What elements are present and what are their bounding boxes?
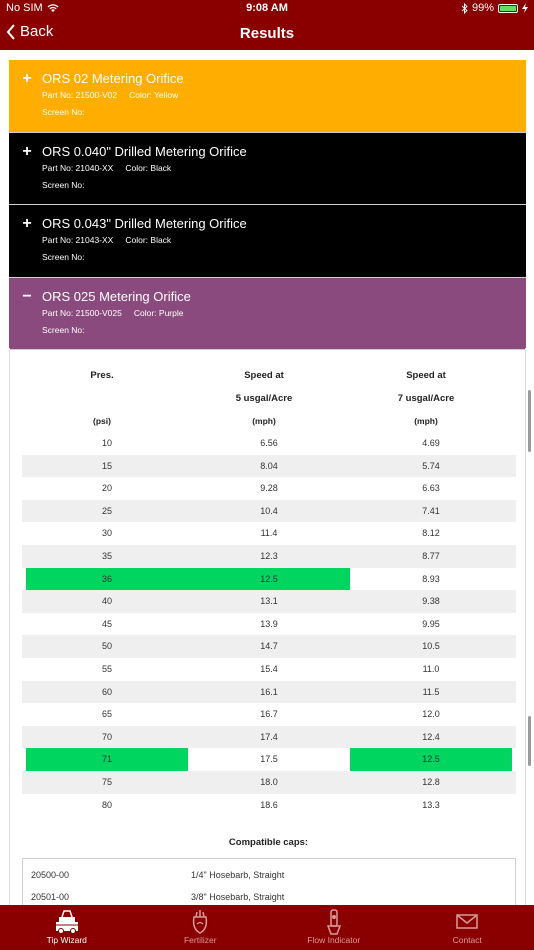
cell-pressure: 50 <box>101 641 112 652</box>
cell-speed-7: 10.5 <box>422 641 440 652</box>
orifice-screen-no: Screen No: <box>42 252 85 262</box>
cell-speed-7: 4.69 <box>422 438 440 448</box>
cap-description: 3/8" Hosebarb, Straight <box>191 892 285 902</box>
speed-table <box>22 432 516 816</box>
cell-speed-5: 13.9 <box>260 618 278 629</box>
table-row <box>22 681 516 704</box>
cell-pressure: 10 <box>101 438 112 448</box>
header-pressure: Pres. <box>90 370 114 381</box>
cell-speed-5: 17.5 <box>260 754 278 765</box>
cell-speed-5: 12.5 <box>188 568 350 591</box>
cell-speed-7: 12.8 <box>422 776 440 787</box>
cell-speed-7: 6.63 <box>422 483 440 494</box>
expand-plus-icon: + <box>22 142 32 160</box>
header-rate-5: 5 usgal/Acre <box>235 393 293 404</box>
cell-speed-5: 6.56 <box>260 438 278 448</box>
orifice-color: Color: Purple <box>133 307 184 318</box>
status-right <box>461 2 528 14</box>
cell-speed-5: 10.4 <box>260 505 278 516</box>
cell-pressure: 60 <box>101 686 112 697</box>
compatible-caps-title: Compatible caps: <box>228 837 309 848</box>
cell-speed-7: 12.4 <box>422 731 440 742</box>
cell-speed-5: 17.4 <box>260 731 278 742</box>
tab-fertilizer[interactable] <box>134 905 268 950</box>
cell-speed-7: 7.41 <box>422 505 440 516</box>
table-row <box>22 794 516 817</box>
expand-plus-icon: + <box>22 70 32 87</box>
orifice-name: ORS 025 Metering Orifice <box>42 288 191 304</box>
orifice-screen-no: Screen No: <box>42 179 85 190</box>
cell-speed-5: 16.1 <box>260 686 278 697</box>
scroll-indicator-top <box>528 390 531 452</box>
battery-icon <box>498 4 518 13</box>
page-title: Results <box>239 25 295 42</box>
table-row <box>22 545 516 568</box>
cell-pressure: 15 <box>101 460 112 471</box>
cell-speed-7: 11.5 <box>422 686 440 697</box>
orifice-item-2[interactable] <box>9 205 526 278</box>
table-row <box>22 568 516 591</box>
tab-bar <box>0 905 534 950</box>
orifice-part-no: Part No: 21500-V025 <box>42 307 122 318</box>
orifice-part-no: Part No: 21040-XX <box>42 162 114 173</box>
table-row <box>22 703 516 726</box>
orifice-details <box>9 348 526 905</box>
table-row <box>22 432 516 455</box>
tip-wizard-icon <box>53 909 81 933</box>
table-row <box>22 658 516 681</box>
unit-mph: (mph) <box>414 416 438 426</box>
table-row <box>22 635 516 658</box>
orifice-part-no: Part No: 21500-V02 <box>42 90 118 100</box>
status-bar <box>0 0 534 18</box>
cell-speed-5: 16.7 <box>260 709 278 720</box>
cell-speed-7: 8.12 <box>422 528 440 539</box>
cell-pressure: 70 <box>101 731 112 742</box>
cell-pressure: 65 <box>101 709 112 720</box>
cell-pressure: 55 <box>101 663 112 674</box>
orifice-meta <box>42 163 171 173</box>
cell-speed-7: 11.0 <box>422 663 440 674</box>
bluetooth-icon <box>461 3 468 14</box>
cell-pressure: 25 <box>101 505 112 516</box>
cell-speed-5: 18.6 <box>260 799 278 810</box>
table-row <box>22 726 516 749</box>
nav-bar <box>0 18 534 50</box>
cap-description: 1/4" Hosebarb, Straight <box>191 870 285 880</box>
table-row <box>22 477 516 500</box>
carrier-label: No SIM <box>6 2 43 14</box>
header-speed-7: Speed at <box>406 370 446 381</box>
table-row <box>22 613 516 636</box>
orifice-name: ORS 0.040" Drilled Metering Orifice <box>42 143 247 159</box>
tab-label: Contact <box>452 935 482 945</box>
header-speed-5: Speed at <box>244 370 284 381</box>
cell-speed-5: 14.7 <box>260 641 278 652</box>
orifice-color: Color: Yellow <box>129 90 179 100</box>
tab-label: Fertilizer <box>183 935 217 945</box>
table-row <box>22 522 516 545</box>
cell-speed-5: 13.1 <box>260 596 278 607</box>
table-row <box>22 771 516 794</box>
cell-speed-5: 11.4 <box>260 528 278 539</box>
cell-speed-5: 9.28 <box>260 483 278 494</box>
cell-speed-7: 8.77 <box>422 550 440 561</box>
orifice-color: Color: Black <box>125 162 172 173</box>
expand-plus-icon: + <box>22 215 32 232</box>
tab-tip-wizard[interactable] <box>0 905 134 950</box>
unit-mph: (mph) <box>252 416 276 426</box>
tab-contact[interactable] <box>401 905 534 950</box>
cell-pressure: 45 <box>101 618 112 629</box>
tab-label: Flow Indicator <box>307 935 361 945</box>
header-rate-7: 7 usgal/Acre <box>397 393 455 404</box>
cap-part-no: 20500-00 <box>31 870 70 880</box>
orifice-meta <box>42 308 183 318</box>
back-label: Back <box>20 23 54 40</box>
orifice-item-1[interactable] <box>9 133 526 206</box>
cell-pressure: 20 <box>101 483 112 494</box>
cell-speed-5: 18.0 <box>260 776 278 787</box>
cell-speed-7: 9.38 <box>422 596 440 607</box>
results-content[interactable] <box>0 50 534 905</box>
orifice-item-0[interactable] <box>9 60 526 133</box>
flow-indicator-icon <box>325 909 343 935</box>
cell-speed-5: 12.3 <box>260 550 278 561</box>
cell-speed-5: 8.04 <box>260 460 278 471</box>
orifice-color: Color: Black <box>125 235 172 245</box>
compatible-caps-list <box>22 858 516 905</box>
collapse-minus-icon: − <box>22 287 32 305</box>
cell-pressure: 36 <box>26 568 188 591</box>
orifice-meta <box>42 90 178 100</box>
orifice-item-3[interactable] <box>9 278 526 351</box>
cell-speed-7: 12.0 <box>422 709 440 720</box>
table-row <box>22 500 516 523</box>
unit-psi: (psi) <box>93 416 111 426</box>
table-row <box>22 748 516 771</box>
cell-speed-7: 8.93 <box>422 573 440 584</box>
orifice-meta <box>42 235 171 245</box>
cell-pressure: 75 <box>101 776 112 787</box>
cell-pressure: 80 <box>101 799 112 810</box>
cell-pressure: 35 <box>101 550 112 561</box>
cell-pressure: 30 <box>101 528 112 539</box>
cell-speed-7: 12.5 <box>350 748 512 771</box>
orifice-part-no: Part No: 21043-XX <box>42 235 114 245</box>
scroll-indicator-bottom <box>528 716 531 766</box>
cap-part-no: 20501-00 <box>31 892 70 902</box>
orifice-screen-no: Screen No: <box>42 107 85 117</box>
cell-speed-7: 13.3 <box>422 799 440 810</box>
table-row <box>22 455 516 478</box>
battery-percent: 99% <box>471 2 494 14</box>
orifice-name: ORS 0.043" Drilled Metering Orifice <box>42 216 247 231</box>
table-row <box>22 590 516 613</box>
tab-flow-indicator[interactable] <box>267 905 401 950</box>
cell-speed-7: 5.74 <box>422 460 440 471</box>
charging-icon <box>522 3 528 13</box>
orifice-accordion <box>9 60 526 350</box>
envelope-icon <box>455 909 479 931</box>
orifice-screen-no: Screen No: <box>42 324 85 335</box>
cell-pressure: 71 <box>26 748 188 771</box>
cell-pressure: 40 <box>101 596 112 607</box>
status-time: 9:08 AM <box>246 2 288 14</box>
cell-speed-7: 9.95 <box>422 618 440 629</box>
tab-label: Tip Wizard <box>46 935 87 945</box>
orifice-name: ORS 02 Metering Orifice <box>42 71 184 86</box>
cell-speed-5: 15.4 <box>260 663 278 674</box>
fertilizer-icon <box>189 909 211 935</box>
